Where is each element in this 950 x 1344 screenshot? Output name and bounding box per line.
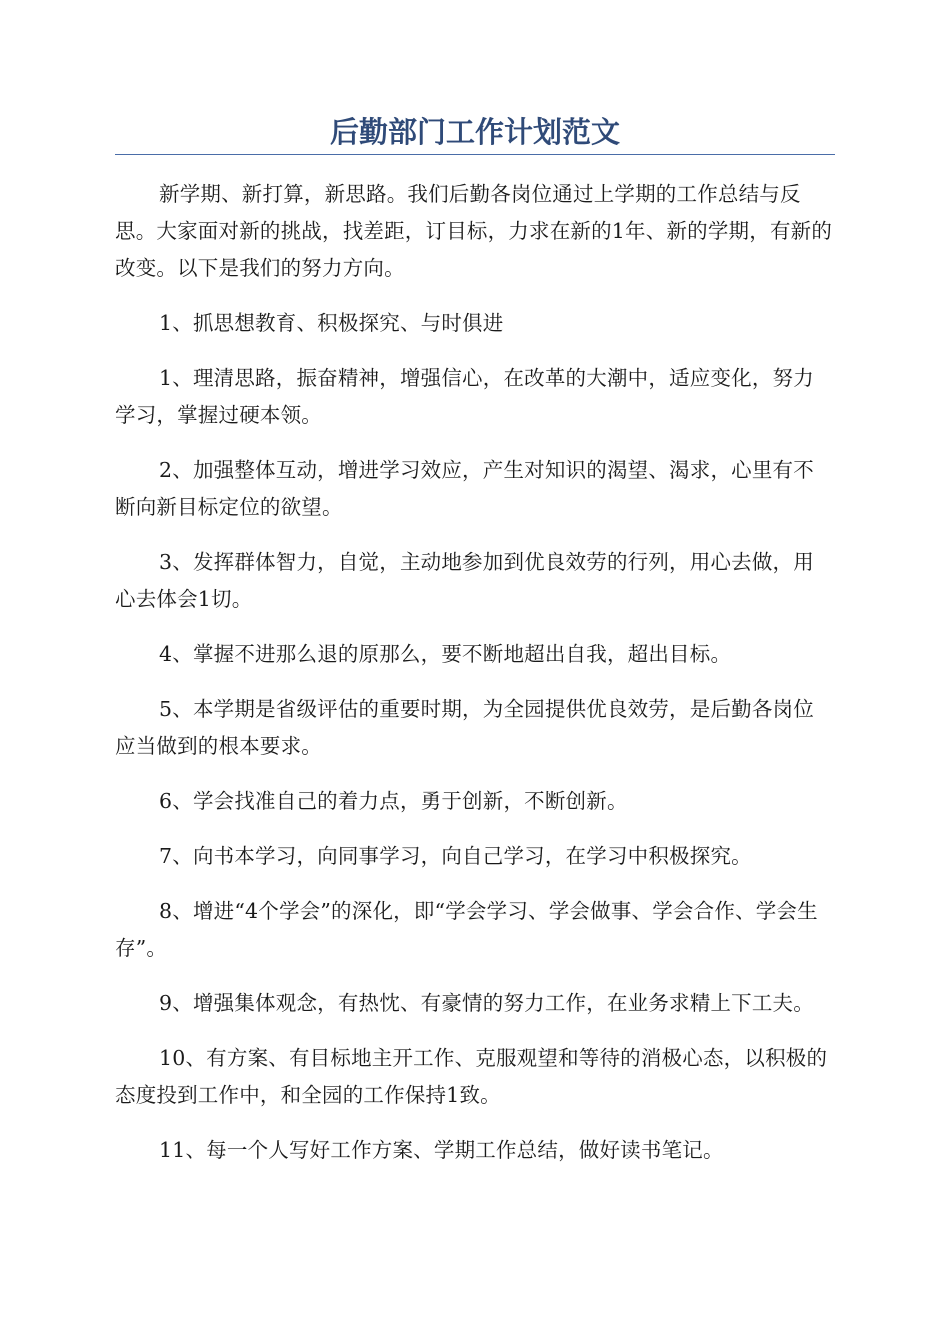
- paragraph-heading-1: 1、抓思想教育、积极探究、与时俱进: [159, 311, 504, 335]
- paragraph-item-3: 3、发挥群体智力，自觉，主动地参加到优良效劳的行列，用心去做，用心去体会1切。: [115, 550, 814, 611]
- paragraph-item-4: 4、掌握不进那么退的原那么，要不断地超出自我，超出目标。: [159, 642, 732, 666]
- paragraph-item-5: 5、本学期是省级评估的重要时期，为全园提供优良效劳，是后勤各岗位应当做到的根本要求。: [115, 697, 814, 758]
- paragraph-item-9: 9、增强集体观念，有热忱、有豪情的努力工作，在业务求精上下工夫。: [159, 991, 814, 1015]
- paragraph-item-10: 10、有方案、有目标地主开工作、克服观望和等待的消极心态，以积极的态度投到工作中，和全园的工作保持1致。: [115, 1046, 828, 1107]
- paragraph-item-7: 7、向书本学习，向同事学习，向自己学习，在学习中积极探究。: [159, 844, 752, 868]
- paragraph-intro: 新学期、新打算，新思路。我们后勤各岗位通过上学期的工作总结与反思。大家面对新的挑战，找差距，订目标，力求在新的1年、新的学期，有新的改变。以下是我们的努力方向。: [115, 182, 833, 280]
- paragraph-item-11: 11、每一个人写好工作方案、学期工作总结，做好读书笔记。: [159, 1138, 724, 1162]
- paragraph-item-8: 8、增进“4个学会”的深化，即“学会学习、学会做事、学会合作、学会生存”。: [115, 899, 818, 960]
- paragraph-item-2: 2、加强整体互动，增进学习效应，产生对知识的渴望、渴求，心里有不断向新目标定位的欲望。: [115, 458, 814, 519]
- paragraph-item-6: 6、学会找准自己的着力点，勇于创新，不断创新。: [159, 789, 628, 813]
- paragraph-item-1: 1、理清思路，振奋精神，增强信心，在改革的大潮中，适应变化，努力学习，掌握过硬本领。: [115, 366, 814, 427]
- document-body: [115, 176, 833, 1187]
- title-underline: [115, 154, 835, 155]
- document-title: 后勤部门工作计划范文: [329, 115, 620, 149]
